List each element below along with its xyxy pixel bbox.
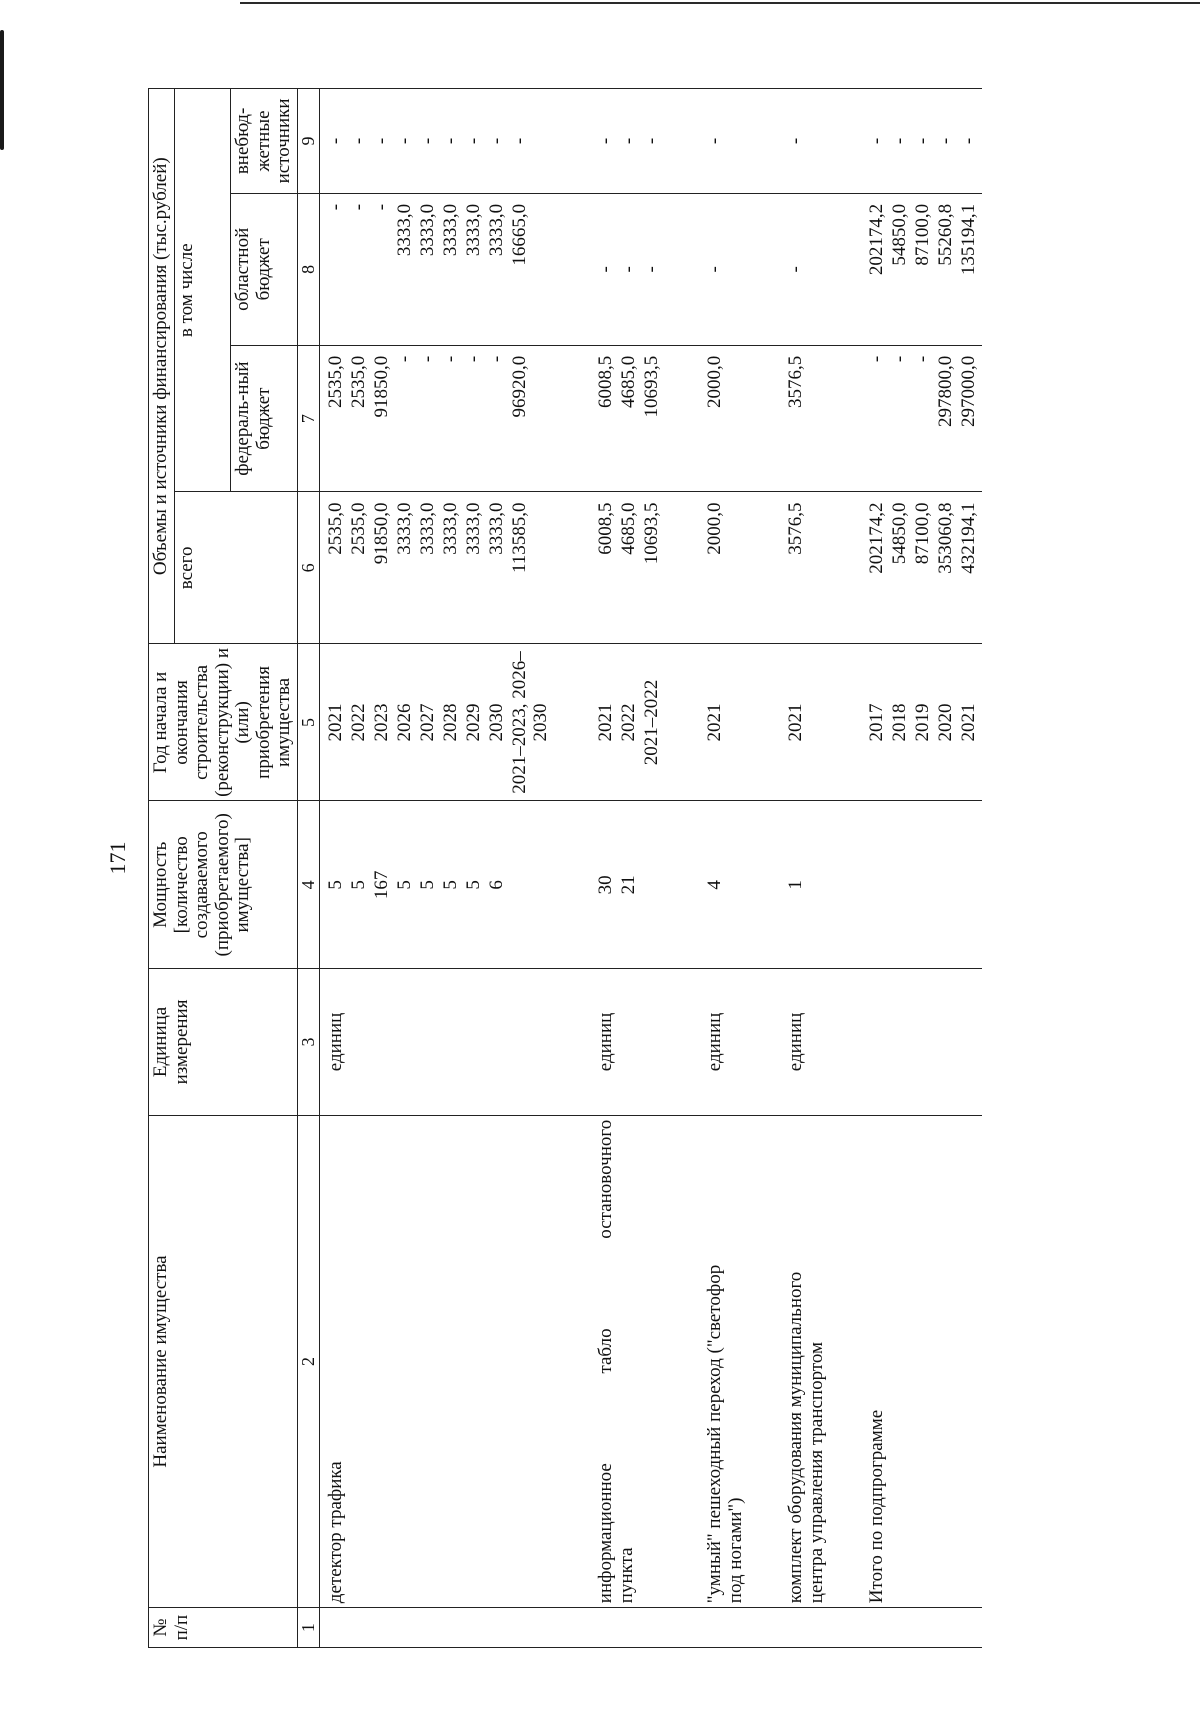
header-financing-group: Объемы и источники финансирования (тыс.рублей) (149, 89, 175, 644)
item-unit: единиц (596, 969, 665, 1116)
rotated-table-container (148, 88, 1108, 1648)
table-row (596, 89, 665, 1648)
item-total: 202174,2 54850,0 87100,0 353060,8 432194,1 (867, 492, 982, 644)
item-name: "умный" пешеходный переход ("светофор под ногами") (705, 1115, 746, 1607)
item-federal: 3576,5 (786, 345, 827, 492)
column-number: 9 (297, 89, 319, 194)
item-total: 2000,0 (705, 492, 746, 644)
item-years: 2017 2018 2019 2020 2021 (867, 644, 982, 801)
item-total: 6008,5 4685,0 10693,5 (596, 492, 665, 644)
item-name: детектор трафика (320, 1115, 557, 1607)
item-unit: единиц (320, 969, 557, 1116)
item-name: информационное табло остановочного пункта (596, 1115, 665, 1607)
row-spacer (556, 89, 596, 1648)
header-regional: областной бюджет (231, 193, 298, 345)
item-federal: 2000,0 (705, 345, 746, 492)
header-number: № п/п (149, 1608, 298, 1648)
item-regional: 202174,2 54850,0 87100,0 55260,8 135194,1 (867, 193, 982, 345)
header-extrabudget: внебюд-жетные источники (231, 89, 298, 194)
column-number-row (297, 89, 319, 1648)
item-total: 2535,0 2535,0 91850,0 3333,0 3333,0 3333,0 3333,0 3333,0 113585,0 (320, 492, 557, 644)
header-total: всего (174, 492, 297, 644)
item-capacity: 4 (705, 801, 746, 969)
column-number: 6 (297, 492, 319, 644)
row-spacer (746, 89, 786, 1648)
item-federal: - - - 297800,0 297000,0 (867, 345, 982, 492)
header-capacity: Мощность [количество создаваемого (приобретаемого) имущества] (149, 801, 298, 969)
item-extrabudget: - - - (596, 89, 665, 194)
item-years: 2021 2022 2023 2026 2027 2028 2029 2030 2021–2023, 2026–2030 (320, 644, 557, 801)
table-row-total (867, 89, 982, 1648)
column-number: 8 (297, 193, 319, 345)
table-row (705, 89, 746, 1648)
item-capacity: 5 5 167 5 5 5 5 6 (320, 801, 557, 969)
item-unit: единиц (705, 969, 746, 1116)
scan-top-line (240, 2, 1200, 4)
item-name: Итого по подпрограмме (867, 1115, 982, 1607)
item-years: 2021 (705, 644, 746, 801)
item-name: комплект оборудования муниципального центра управления транспортом (786, 1115, 827, 1607)
page-number: 171 (105, 841, 130, 875)
item-total: 3576,5 (786, 492, 827, 644)
header-years: Год начала и окончания строительства (реконструкции) и (или) приобретения имущества (149, 644, 298, 801)
header-including: в том числе (174, 89, 231, 492)
item-federal: 6008,5 4685,0 10693,5 (596, 345, 665, 492)
item-years: 2021 2022 2021–2022 (596, 644, 665, 801)
item-capacity: 30 21 (596, 801, 665, 969)
header-federal: федераль-ный бюджет (231, 345, 298, 492)
column-number: 1 (297, 1608, 319, 1648)
scan-left-edge (0, 30, 4, 150)
item-extrabudget: - - - - - - - - - (320, 89, 557, 194)
item-regional: - (705, 193, 746, 345)
item-extrabudget: - - - - - (867, 89, 982, 194)
row-spacer (665, 89, 705, 1648)
header-unit: Единица измерения (149, 969, 298, 1116)
column-number: 4 (297, 801, 319, 969)
item-federal: 2535,0 2535,0 91850,0 - - - - - 96920,0 (320, 345, 557, 492)
property-financing-table (148, 88, 982, 1648)
table-row (786, 89, 827, 1648)
item-years: 2021 (786, 644, 827, 801)
item-capacity: 1 (786, 801, 827, 969)
column-number: 2 (297, 1115, 319, 1607)
column-number: 5 (297, 644, 319, 801)
item-extrabudget: - (705, 89, 746, 194)
header-name: Наименование имущества (149, 1115, 298, 1607)
item-extrabudget: - (786, 89, 827, 194)
table-row (320, 89, 557, 1648)
item-regional: - - - 3333,0 3333,0 3333,0 3333,0 3333,0 16665,0 (320, 193, 557, 345)
item-unit: единиц (786, 969, 827, 1116)
row-spacer (827, 89, 867, 1648)
header-row-1 (149, 89, 175, 1648)
column-number: 3 (297, 969, 319, 1116)
item-regional: - - - (596, 193, 665, 345)
item-regional: - (786, 193, 827, 345)
column-number: 7 (297, 345, 319, 492)
